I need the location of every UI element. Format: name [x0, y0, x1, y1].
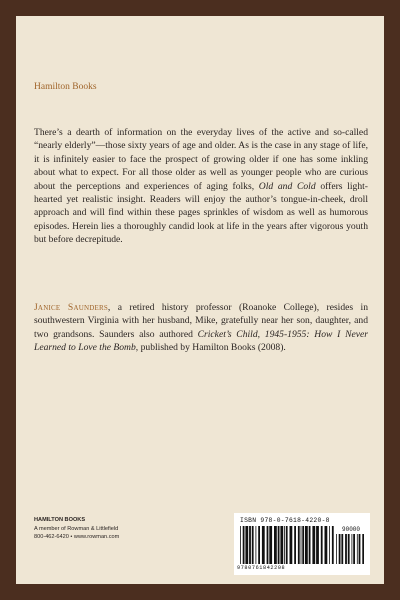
author-bio	[34, 301, 368, 355]
barcode-bars-main	[240, 526, 334, 564]
blurb-text-1: There’s a dearth of information on the everyday lives of the active and so-called “nearly elderly”—those sixty years of age and older. As is the case in any stage of life, it is infinitely easier to face the prospect of growing older if one has some inkling about what to expect. For all those older as well as younger people who are curious about the perceptions and experiences of aging folks,	[34, 127, 368, 192]
bio-book-title: Cricket’s Child, 1945-1955: How I Never Learned to Love the Bomb	[34, 328, 369, 354]
ean-digits: 9780761842208	[237, 565, 286, 571]
imprint-contact: 800-462-6420 • www.rowman.com	[34, 534, 120, 540]
publisher-label: Hamilton Books	[34, 82, 97, 92]
bio-text-2: , published by Hamilton Books (2008).	[135, 342, 286, 354]
imprint-block	[34, 516, 119, 542]
book-blurb	[34, 126, 368, 247]
back-cover	[16, 16, 384, 584]
barcode	[234, 513, 370, 575]
bio-text-1: , a retired history professor (Roanoke College), resides in southwestern Virginia with her husband, Mike, gratefully near her son, daughter, and two grandsons. Saunders also authored	[34, 302, 368, 340]
barcode-bars-addon	[336, 534, 364, 564]
blurb-text-2: offers light-hearted yet realistic insight. Readers will enjoy the author’s tongue-in-cheek, droll approach and will find within these pages sprinkles of wisdom as well as humorous episodes. Herein lies a thoroughly candid look at life in the years after vigorous youth but before decrepitude.	[34, 180, 368, 246]
imprint-name: HAMILTON BOOKS	[34, 517, 86, 523]
price-code: 90000	[342, 526, 361, 533]
isbn-label: ISBN 978-0-7618-4220-8	[240, 517, 330, 524]
imprint-member: A member of Rowman & Littlefield	[34, 525, 119, 532]
blurb-book-title: Old and Cold	[258, 180, 316, 192]
author-name: Janice Saunders	[34, 302, 108, 313]
